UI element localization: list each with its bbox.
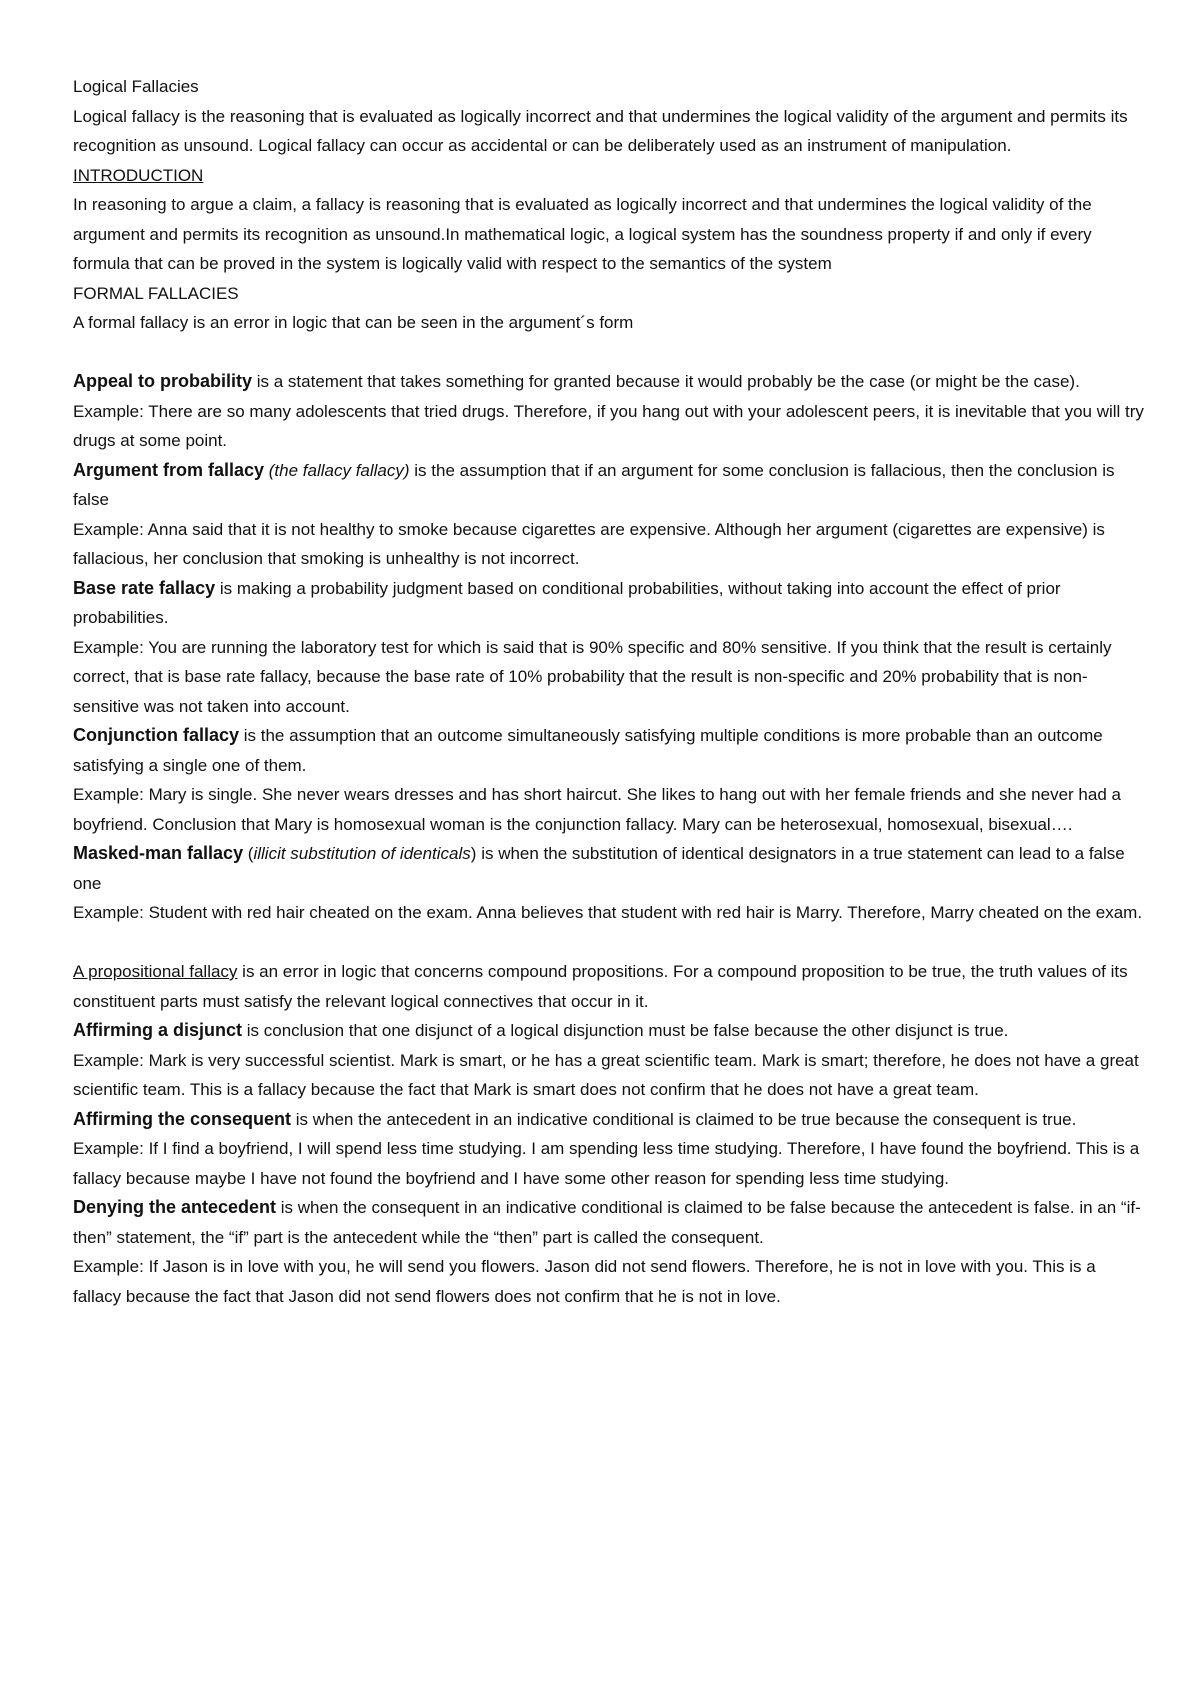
denying-the-antecedent-term: Denying the antecedent (73, 1197, 277, 1217)
document-page (73, 72, 1145, 1311)
masked-man-open-paren: ( (243, 844, 254, 863)
conjunction-fallacy-definition (73, 721, 1145, 780)
appeal-to-probability-term: Appeal to probability (73, 371, 253, 391)
base-rate-fallacy-definition (73, 574, 1145, 633)
argument-from-fallacy-text: is the assumption that if an argument for some conclusion is fallacious, then the conclusion is false (73, 460, 1115, 509)
appeal-to-probability-example: Example: There are so many adolescents that tried drugs. Therefore, if you hang out with your adolescent peers, it is inevitable that you will try drugs at some point. (73, 401, 1144, 450)
introduction-heading: INTRODUCTION (73, 165, 204, 185)
affirming-a-disjunct-term: Affirming a disjunct (73, 1020, 243, 1040)
propositional-fallacy-term: A propositional fallacy (73, 962, 238, 981)
argument-from-fallacy-term: Argument from fallacy (73, 459, 265, 480)
conjunction-fallacy-example: Example: Mary is single. She never wears dresses and has short haircut. She likes to hang out with her female friends and she never had a boyfriend. Conclusion that Mary is homosexual woman is the conjunction fallacy. Mary can be heterosexual, homosexual, bisexual…. (73, 785, 1121, 834)
propositional-fallacy-text: is an error in logic that concerns compound propositions. For a compound proposition to be true, the truth values of its constituent parts must satisfy the relevant logical connectives that occur in it. (73, 962, 1128, 1011)
base-rate-fallacy-example: Example: You are running the laboratory test for which is said that is 90% specific and 80% sensitive. If you think that the result is certainly correct, that is base rate fallacy, because the base rate of 10% probability that the result is non-specific and 20% probability that is non-sensitive was not taken into account. (73, 637, 1112, 716)
masked-man-fallacy-definition (73, 839, 1145, 898)
base-rate-fallacy-term: Base rate fallacy (73, 577, 216, 598)
conjunction-fallacy-term: Conjunction fallacy (73, 725, 240, 745)
conjunction-fallacy-text: is the assumption that an outcome simultaneously satisfying multiple conditions is more probable than an outcome satisfying a single one of them. (73, 726, 1103, 775)
masked-man-fallacy-example: Example: Student with red hair cheated on the exam. Anna believes that student with red hair is Marry. Therefore, Marry cheated on the exam. (73, 903, 1143, 922)
affirming-the-consequent-text: is when the antecedent in an indicative conditional is claimed to be true because the consequent is true. (291, 1109, 1077, 1129)
appeal-to-probability-text: is a statement that takes something for granted because it would probably be the case (or might be the case). (252, 372, 1080, 391)
intro-paragraph: Logical fallacy is the reasoning that is evaluated as logically incorrect and that undermines the logical validity of the argument and permits its recognition as unsound. Logical fallacy can occur as accidental or can be deliberately used as an instrument of manipulation. (73, 106, 1128, 155)
denying-the-antecedent-definition (73, 1193, 1145, 1252)
affirming-a-disjunct-example: Example: Mark is very successful scientist. Mark is smart, or he has a great scientific team. Mark is smart; therefore, he does not have a great scientific team. This is a fallacy because the fact that Mark is smart does not confirm that he does not have a great team. (73, 1050, 1139, 1099)
masked-man-close-paren: ) (470, 844, 477, 863)
formal-fallacies-heading: FORMAL FALLACIES (73, 283, 239, 303)
propositional-fallacy-definition (73, 957, 1145, 1016)
argument-from-fallacy-aside: (the fallacy fallacy) (264, 460, 410, 480)
masked-man-fallacy-term: Masked-man fallacy (73, 843, 244, 863)
denying-the-antecedent-example: Example: If Jason is in love with you, he will send you flowers. Jason did not send flowers. Therefore, he is not in love with you. This is a fallacy because the fact that Jason did not send flowers does not confirm that he is not in love. (73, 1257, 1096, 1306)
argument-from-fallacy-definition (73, 456, 1145, 515)
base-rate-fallacy-text: is making a probability judgment based on conditional probabilities, without taking into account the effect of prior probabilities. (73, 578, 1061, 627)
formal-fallacies-text: A formal fallacy is an error in logic that can be seen in the argument´s form (73, 313, 634, 332)
masked-man-fallacy-text: is when the substitution of identical designators in a true statement can lead to a false one (73, 844, 1125, 893)
spacer (73, 338, 1145, 368)
affirming-the-consequent-definition (73, 1105, 1145, 1135)
affirming-the-consequent-term: Affirming the consequent (73, 1108, 292, 1129)
affirming-a-disjunct-text: is conclusion that one disjunct of a logical disjunction must be false because the other disjunct is true. (242, 1021, 1009, 1040)
affirming-the-consequent-example: Example: If I find a boyfriend, I will spend less time studying. I am spending less time studying. Therefore, I have found the boyfriend. This is a fallacy because maybe I have not found the boyfriend and I have some other reason for spending less time studying. (73, 1139, 1140, 1188)
masked-man-fallacy-aside: illicit substitution of identicals (253, 844, 471, 863)
document-title: Logical Fallacies (73, 77, 199, 96)
affirming-a-disjunct-definition (73, 1016, 1145, 1046)
denying-the-antecedent-text: is when the consequent in an indicative conditional is claimed to be false because the antecedent is false. in an “if-then” statement, the “if” part is the antecedent while the “then” part is called the consequent. (73, 1198, 1141, 1247)
introduction-text: In reasoning to argue a claim, a fallacy is reasoning that is evaluated as logically incorrect and that undermines the logical validity of the argument and permits its recognition as unsound.In mathematical logic, a logical system has the soundness property if and only if every formula that can be proved in the system is logically valid with respect to the semantics of the system (73, 195, 1092, 273)
appeal-to-probability-definition (73, 367, 1145, 397)
spacer (73, 928, 1145, 958)
argument-from-fallacy-example: Example: Anna said that it is not healthy to smoke because cigarettes are expensive. Although her argument (cigarettes are expensive) is fallacious, her conclusion that smoking is unhealthy is not incorrect. (73, 519, 1105, 568)
